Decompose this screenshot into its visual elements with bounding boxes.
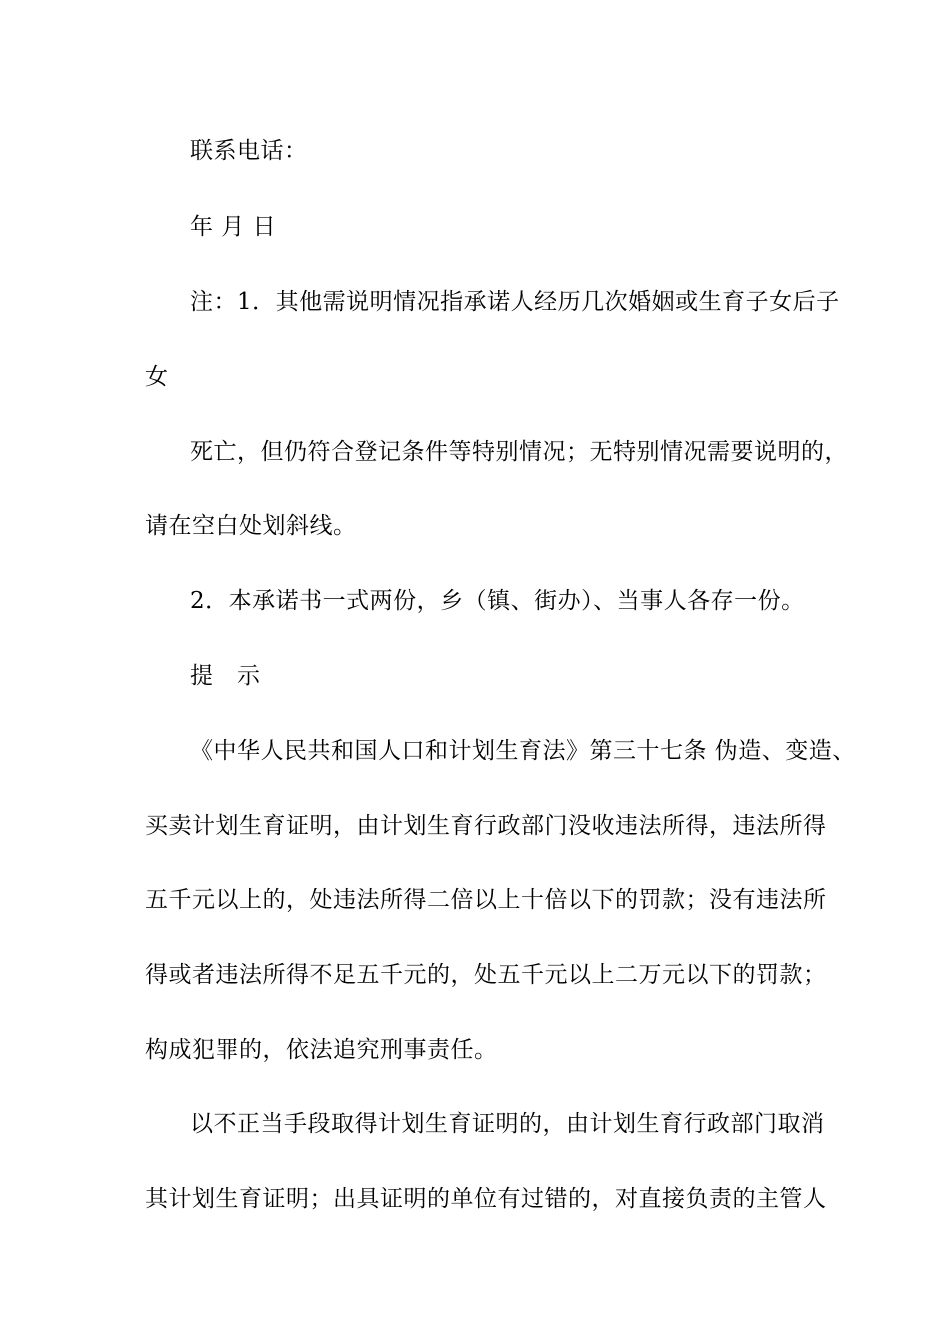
note-line-1: 注：1．其他需说明情况指承诺人经历几次婚姻或生育子女后子 (190, 289, 840, 315)
second-paragraph-line-1: 以不正当手段取得计划生育证明的，由计划生育行政部门取消 (190, 1111, 825, 1137)
date-line: 年 月 日 (190, 214, 277, 240)
law-paragraph-line-2: 买卖计划生育证明，由计划生育行政部门没收违法所得，违法所得 (145, 813, 827, 839)
contact-phone-label: 联系电话： (190, 138, 308, 164)
notice-heading: 提 示 (190, 663, 261, 689)
law-paragraph-line-5: 构成犯罪的，依法追究刑事责任。 (145, 1037, 498, 1063)
second-paragraph-line-2: 其计划生育证明；出具证明的单位有过错的，对直接负责的主管人 (145, 1186, 827, 1212)
law-paragraph-line-4: 得或者违法所得不足五千元的，处五千元以上二万元以下的罚款； (145, 962, 827, 988)
law-paragraph-line-1: 《中华人民共和国人口和计划生育法》第三十七条 伪造、变造、 (190, 738, 856, 764)
law-paragraph-line-3: 五千元以上的，处违法所得二倍以上十倍以下的罚款；没有违法所 (145, 887, 827, 913)
note-line-4: 请在空白处划斜线。 (145, 513, 357, 539)
note-line-2: 女 (145, 364, 169, 390)
note-line-3: 死亡，但仍符合登记条件等特别情况；无特别情况需要说明的， (190, 439, 848, 465)
note-item-2: 2．本承诺书一式两份，乡（镇、街办）、当事人各存一份。 (190, 588, 805, 614)
